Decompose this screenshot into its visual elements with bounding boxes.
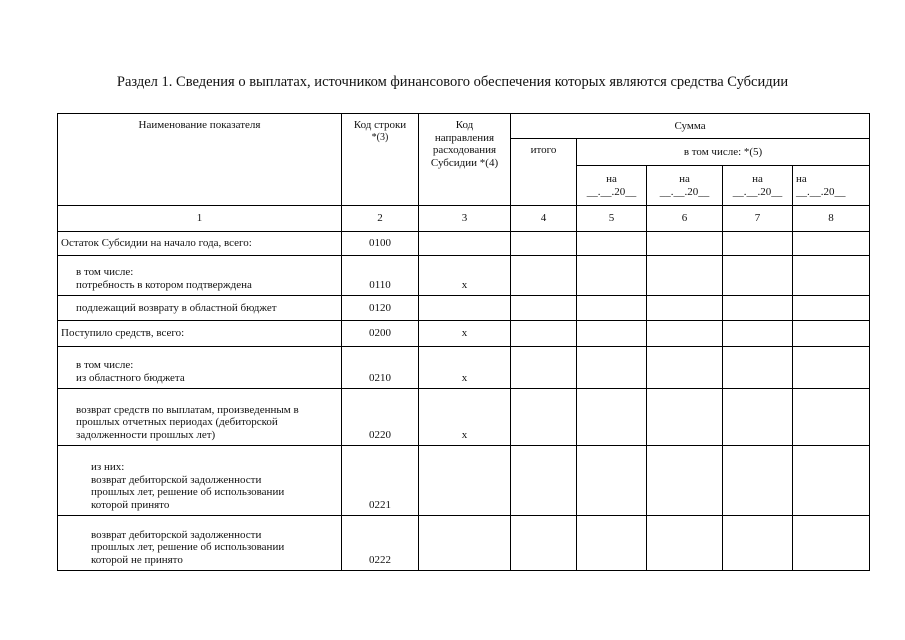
value-cell[interactable]: [511, 296, 577, 321]
table-row: [58, 516, 870, 571]
header-direction-code-line2: направления: [434, 131, 495, 144]
row-label-line: Поступило средств, всего:: [61, 327, 185, 340]
row-label-line: из областного бюджета: [76, 371, 185, 384]
row-code: 0222: [342, 516, 419, 571]
value-cell[interactable]: [577, 389, 647, 446]
value-cell[interactable]: [793, 446, 870, 516]
column-number-4: 4: [511, 206, 577, 232]
value-cell[interactable]: [577, 347, 647, 389]
column-number-6: 6: [647, 206, 723, 232]
row-label-line: возврат средств по выплатам, произведенным в: [76, 403, 299, 416]
row-direction: [419, 296, 511, 321]
column-number-7: 7: [723, 206, 793, 232]
value-cell[interactable]: [647, 321, 723, 347]
row-direction: [419, 516, 511, 571]
value-cell[interactable]: [793, 321, 870, 347]
row-label-line: прошлых отчетных периодах (дебиторской: [76, 416, 278, 428]
value-cell[interactable]: [511, 516, 577, 571]
row-label-line: Остаток Субсидии на начало года, всего:: [61, 237, 252, 250]
value-cell[interactable]: [577, 446, 647, 516]
value-cell[interactable]: [511, 347, 577, 389]
header-period-1: [577, 166, 647, 206]
table-row: [58, 321, 870, 347]
header-period-3: [723, 166, 793, 206]
column-number-5: 5: [577, 206, 647, 232]
value-cell[interactable]: [647, 232, 723, 256]
table-row: [58, 347, 870, 389]
value-cell[interactable]: [577, 296, 647, 321]
row-label: [58, 321, 342, 347]
header-period-4: [793, 166, 870, 206]
row-label-line: подлежащий возврату в областной бюджет: [76, 301, 277, 314]
value-cell[interactable]: [793, 296, 870, 321]
row-label: [58, 256, 342, 296]
value-cell[interactable]: [647, 446, 723, 516]
header-period-2: [647, 166, 723, 206]
section-title: Раздел 1. Сведения о выплатах, источником финансового обеспечения которых являются средства Субсидии: [116, 74, 789, 90]
value-cell[interactable]: [511, 446, 577, 516]
row-label-line: в том числе:: [76, 359, 134, 371]
value-cell[interactable]: [577, 516, 647, 571]
header-row-code-label: Код строки: [353, 119, 407, 131]
value-cell[interactable]: [793, 347, 870, 389]
row-label-line: которой не принято: [91, 553, 183, 566]
subsidy-payments-table: [57, 113, 870, 571]
row-code: 0100: [342, 232, 419, 256]
value-cell[interactable]: [793, 232, 870, 256]
value-cell[interactable]: [723, 296, 793, 321]
value-cell[interactable]: [577, 321, 647, 347]
value-cell[interactable]: [647, 256, 723, 296]
row-label: [58, 296, 342, 321]
column-number-1: 1: [58, 206, 342, 232]
header-indicator: Наименование показателя: [58, 114, 342, 206]
value-cell[interactable]: [793, 516, 870, 571]
row-label-line: возврат дебиторской задолженности: [91, 528, 262, 541]
row-direction: [419, 232, 511, 256]
table-row: [58, 256, 870, 296]
row-label-line: потребность в котором подтверждена: [76, 278, 252, 291]
value-cell[interactable]: [577, 232, 647, 256]
value-cell[interactable]: [723, 516, 793, 571]
row-code: 0210: [342, 347, 419, 389]
row-direction: x: [419, 321, 511, 347]
row-code: 0110: [342, 256, 419, 296]
period-4-line2: __.__.20__: [796, 185, 846, 198]
value-cell[interactable]: [511, 321, 577, 347]
value-cell[interactable]: [647, 347, 723, 389]
period-3-line1: на: [752, 173, 763, 185]
row-label-line: прошлых лет, решение об использовании: [91, 541, 285, 553]
period-2-line2: __.__.20__: [659, 185, 710, 198]
column-number-8: 8: [793, 206, 870, 232]
table-row: [58, 389, 870, 446]
value-cell[interactable]: [793, 256, 870, 296]
column-number-2: 2: [342, 206, 419, 232]
row-label: [58, 516, 342, 571]
header-direction-code-line4: Субсидии *(4): [430, 156, 499, 169]
value-cell[interactable]: [647, 516, 723, 571]
table-row: [58, 446, 870, 516]
header-including: в том числе: *(5): [577, 139, 870, 166]
row-code: 0221: [342, 446, 419, 516]
value-cell[interactable]: [723, 446, 793, 516]
row-direction: x: [419, 347, 511, 389]
row-direction: x: [419, 256, 511, 296]
value-cell[interactable]: [647, 389, 723, 446]
row-code: 0220: [342, 389, 419, 446]
row-label: [58, 347, 342, 389]
period-2-line1: на: [679, 173, 690, 185]
row-label-line: задолженности прошлых лет): [76, 428, 216, 441]
value-cell[interactable]: [647, 296, 723, 321]
row-label-line: из них:: [91, 461, 125, 473]
value-cell[interactable]: [793, 389, 870, 446]
row-label-line: в том числе:: [76, 266, 134, 278]
period-3-line2: __.__.20__: [732, 185, 783, 198]
value-cell[interactable]: [723, 256, 793, 296]
row-label-line: которой принято: [91, 498, 170, 511]
row-code: 0200: [342, 321, 419, 347]
value-cell[interactable]: [723, 321, 793, 347]
table-row: [58, 232, 870, 256]
header-sum: Сумма: [511, 114, 870, 139]
header-direction-code-line3: расходования: [432, 144, 497, 156]
value-cell[interactable]: [577, 256, 647, 296]
value-cell[interactable]: [723, 347, 793, 389]
row-label: [58, 389, 342, 446]
value-cell[interactable]: [723, 389, 793, 446]
row-direction: [419, 446, 511, 516]
column-number-3: 3: [419, 206, 511, 232]
value-cell[interactable]: [723, 232, 793, 256]
row-direction: x: [419, 389, 511, 446]
header-direction-code: [419, 114, 511, 206]
row-label-line: возврат дебиторской задолженности: [91, 473, 262, 486]
table-row: [58, 296, 870, 321]
row-label: [58, 446, 342, 516]
row-label: [58, 232, 342, 256]
row-label-line: прошлых лет, решение об использовании: [91, 486, 285, 498]
period-4-line1: на: [796, 173, 807, 185]
header-row-code: [342, 114, 419, 206]
header-row-code-note: *(3): [371, 131, 389, 143]
row-code: 0120: [342, 296, 419, 321]
header-direction-code-line1: Код: [455, 119, 474, 131]
period-1-line2: __.__.20__: [586, 185, 637, 198]
period-1-line1: на: [606, 173, 617, 185]
header-total: итого: [511, 139, 577, 206]
value-cell[interactable]: [511, 389, 577, 446]
value-cell[interactable]: [511, 232, 577, 256]
value-cell[interactable]: [511, 256, 577, 296]
